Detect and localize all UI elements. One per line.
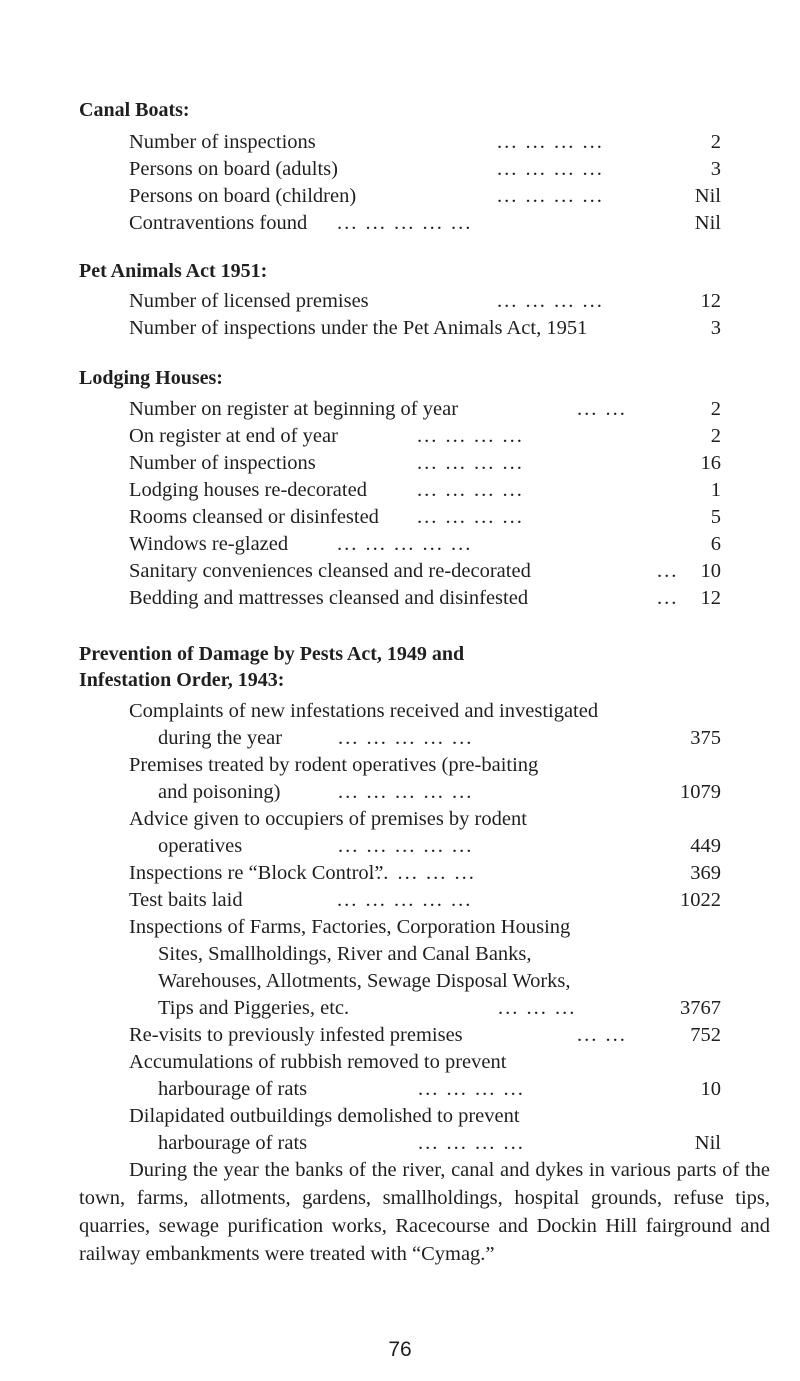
row-label: Sanitary conveniences cleansed and re-decorated	[129, 560, 531, 582]
row-label: Persons on board (adults)	[129, 158, 338, 180]
leader-dots: ... ... ...	[498, 997, 577, 1019]
leader-dots: ... ... ... ... ...	[337, 889, 473, 911]
leader-dots: ... ... ... ... ...	[338, 835, 474, 857]
row-value: 1	[710, 479, 721, 501]
page-number: 76	[388, 1338, 412, 1361]
pet-row	[129, 314, 721, 342]
pests-row	[158, 994, 721, 1022]
canal-row	[129, 209, 721, 237]
pests-row	[158, 967, 721, 995]
row-label: Contraventions found	[129, 212, 308, 234]
leader-dots: ...	[657, 587, 679, 609]
pests-row	[129, 805, 721, 833]
row-label: Number on register at beginning of year	[129, 398, 459, 420]
leader-dots: ... ... ... ...	[497, 290, 604, 312]
leader-dots: ... ...	[577, 398, 627, 420]
pests-row	[129, 751, 721, 779]
leader-dots: ...	[657, 560, 679, 582]
lodging-row	[129, 449, 721, 477]
leader-dots: ... ... ... ... ...	[337, 212, 473, 234]
canal-row	[129, 128, 721, 156]
row-value: 2	[710, 398, 721, 420]
leader-dots: ... ... ... ...	[418, 1078, 525, 1100]
row-value: 2	[710, 425, 721, 447]
row-label: Advice given to occupiers of premises by rodent	[129, 808, 527, 830]
leader-dots: ... ...	[577, 1024, 627, 1046]
lodging-row	[129, 503, 721, 531]
row-value: 12	[700, 290, 721, 312]
row-label: Test baits laid	[129, 889, 243, 911]
row-value: 12	[700, 587, 721, 609]
row-label: Warehouses, Allotments, Sewage Disposal Works,	[158, 970, 571, 992]
row-label: Number of inspections under the Pet Animals Act, 1951	[129, 317, 588, 339]
leader-dots: ... ... ... ...	[497, 158, 604, 180]
row-value: 369	[690, 862, 721, 884]
row-value: 1079	[680, 781, 721, 803]
row-label: Rooms cleansed or disinfested	[129, 506, 379, 528]
pests-row	[158, 778, 721, 806]
row-label: Inspections re “Block Control”	[129, 862, 384, 884]
leader-dots: ... ... ... ...	[417, 425, 524, 447]
row-value: 16	[700, 452, 721, 474]
row-label: Complaints of new infestations received and investigated	[129, 700, 599, 722]
row-label: Bedding and mattresses cleansed and disinfested	[129, 587, 529, 609]
lodging-row	[129, 422, 721, 450]
row-label: Re-visits to previously infested premises	[129, 1024, 463, 1046]
row-value: 5	[710, 506, 721, 528]
pet-row	[129, 287, 721, 315]
row-value: 10	[700, 560, 721, 582]
row-value: 3	[710, 158, 721, 180]
row-label: Sites, Smallholdings, River and Canal Banks,	[158, 943, 532, 965]
row-label: Lodging houses re-decorated	[129, 479, 367, 501]
pests-row	[129, 1048, 721, 1076]
row-label: operatives	[158, 835, 243, 857]
row-label: Accumulations of rubbish removed to prevent	[129, 1051, 507, 1073]
pests-row	[158, 940, 721, 968]
pests-row	[158, 1129, 721, 1157]
row-label: Premises treated by rodent operatives (pre-baiting	[129, 754, 539, 776]
pet-animals-heading: Pet Animals Act 1951:	[79, 260, 268, 282]
leader-dots: ... ... ... ...	[418, 1132, 525, 1154]
leader-dots: ... ... ... ... ...	[338, 781, 474, 803]
row-value: 3767	[680, 997, 721, 1019]
row-label: Number of inspections	[129, 452, 316, 474]
leader-dots: ... ... ... ...	[417, 452, 524, 474]
row-value: 1022	[680, 889, 721, 911]
row-label: Number of inspections	[129, 131, 316, 153]
row-value: Nil	[694, 185, 721, 207]
pests-row	[129, 913, 721, 941]
pests-row	[158, 724, 721, 752]
leader-dots: ... ... ... ...	[497, 185, 604, 207]
pests-row	[129, 859, 721, 887]
pests-heading-line1: Prevention of Damage by Pests Act, 1949 and	[79, 643, 465, 665]
lodging-row	[129, 530, 721, 558]
pests-row	[158, 832, 721, 860]
pests-row	[158, 1075, 721, 1103]
lodging-row	[129, 476, 721, 504]
leader-dots: ... ... ... ...	[417, 506, 524, 528]
canal-row	[129, 155, 721, 183]
pests-row	[129, 886, 721, 914]
leader-dots: ... ... ... ... ...	[338, 727, 474, 749]
row-value: 2	[710, 131, 721, 153]
leader-dots: ... ... ... ...	[369, 862, 476, 884]
row-label: Inspections of Farms, Factories, Corporation Housing	[129, 916, 571, 938]
row-label: Number of licensed premises	[129, 290, 369, 312]
row-label: Windows re-glazed	[129, 533, 289, 555]
lodging-row	[129, 395, 721, 423]
canal-row	[129, 182, 721, 210]
row-value: Nil	[694, 1132, 721, 1154]
pests-row	[129, 1102, 721, 1130]
leader-dots: ... ... ... ...	[417, 479, 524, 501]
row-value: 752	[690, 1024, 721, 1046]
row-value: 449	[690, 835, 721, 857]
row-label: On register at end of year	[129, 425, 338, 447]
leader-dots: ... ... ... ... ...	[337, 533, 473, 555]
row-label: Dilapidated outbuildings demolished to prevent	[129, 1105, 520, 1127]
row-label: during the year	[158, 727, 283, 749]
canal-boats-heading: Canal Boats:	[79, 99, 190, 121]
row-label: Tips and Piggeries, etc.	[158, 997, 350, 1019]
row-value: Nil	[694, 212, 721, 234]
lodging-row	[129, 584, 721, 612]
row-label: and poisoning)	[158, 781, 281, 803]
leader-dots: ... ... ... ...	[497, 131, 604, 153]
pests-row	[129, 697, 721, 725]
lodging-row	[129, 557, 721, 585]
cymag-paragraph	[79, 1156, 770, 1268]
lodging-houses-heading: Lodging Houses:	[79, 367, 223, 389]
row-value: 6	[710, 533, 721, 555]
paragraph-text: During the year the banks of the river, canal and dykes in various parts of the town, farms, allotments, gardens, smallholdings, hospital grounds, refuse tips, quarries, sewage purification works, Racecourse and Dockin Hill fairground and railway embankments were treated with “Cymag.”	[79, 1159, 770, 1265]
row-label: Persons on board (children)	[129, 185, 357, 207]
row-value: 10	[700, 1078, 721, 1100]
row-label: harbourage of rats	[158, 1078, 308, 1100]
row-value: 375	[690, 727, 721, 749]
pests-row	[129, 1021, 721, 1049]
pests-heading-line2: Infestation Order, 1943:	[79, 669, 285, 691]
row-label: harbourage of rats	[158, 1132, 308, 1154]
row-value: 3	[710, 317, 721, 339]
